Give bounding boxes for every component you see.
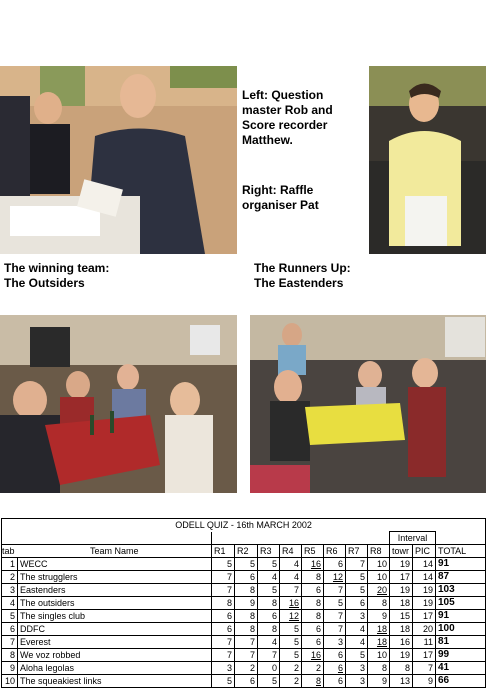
caption-line: The Eastenders — [254, 276, 344, 290]
table-row — [2, 636, 486, 649]
cell-r5: 8 — [302, 675, 324, 688]
cell-r2: 7 — [235, 636, 258, 649]
cell-r3: 4 — [258, 571, 280, 584]
cell-r6: 7 — [324, 623, 346, 636]
cell-r6: 5 — [324, 597, 346, 610]
cell-tab: 10 — [2, 675, 18, 688]
header-r4: R4 — [280, 545, 302, 558]
cell-tab: 9 — [2, 662, 18, 675]
cell-r1: 6 — [212, 623, 235, 636]
cell-r1: 3 — [212, 662, 235, 675]
cell-r2: 6 — [235, 675, 258, 688]
cell-team-name: The singles club — [18, 610, 212, 623]
table-row — [2, 610, 486, 623]
cell-r8: 9 — [368, 610, 390, 623]
cell-r5: 2 — [302, 662, 324, 675]
cell-r5: 8 — [302, 597, 324, 610]
caption-line: The Outsiders — [4, 276, 85, 290]
cell-r1: 7 — [212, 571, 235, 584]
cell-r8: 10 — [368, 649, 390, 662]
quiz-results-table — [1, 518, 486, 688]
cell-r7: 7 — [346, 558, 368, 571]
cell-tab: 7 — [2, 636, 18, 649]
cell-r4: 12 — [280, 610, 302, 623]
cell-r5: 8 — [302, 571, 324, 584]
cell-r8: 10 — [368, 571, 390, 584]
cell-r1: 6 — [212, 610, 235, 623]
cell-pic: 17 — [413, 610, 436, 623]
cell-pic: 11 — [413, 636, 436, 649]
cell-r2: 8 — [235, 610, 258, 623]
cell-pic: 14 — [413, 558, 436, 571]
cell-r6: 7 — [324, 610, 346, 623]
cell-total: 105 — [436, 597, 486, 610]
cell-total: 103 — [436, 584, 486, 597]
cell-r8: 10 — [368, 558, 390, 571]
cell-r5: 8 — [302, 610, 324, 623]
header-towr: towr — [390, 545, 413, 558]
cell-r7: 5 — [346, 584, 368, 597]
table-row — [2, 597, 486, 610]
cell-team-name: Eastenders — [18, 584, 212, 597]
cell-r4: 5 — [280, 636, 302, 649]
cell-tab: 8 — [2, 649, 18, 662]
table-title-row — [2, 519, 486, 532]
cell-tab: 3 — [2, 584, 18, 597]
cell-r8: 18 — [368, 636, 390, 649]
header-total: TOTAL — [436, 545, 486, 558]
header-r3: R3 — [258, 545, 280, 558]
cell-r4: 2 — [280, 662, 302, 675]
cell-r4: 5 — [280, 649, 302, 662]
cell-r1: 7 — [212, 584, 235, 597]
cell-r4: 16 — [280, 597, 302, 610]
cell-towr: 18 — [390, 597, 413, 610]
cell-towr: 8 — [390, 662, 413, 675]
cell-r7: 4 — [346, 636, 368, 649]
cell-towr: 17 — [390, 571, 413, 584]
cell-towr: 19 — [390, 649, 413, 662]
cell-team-name: The strugglers — [18, 571, 212, 584]
table-row — [2, 675, 486, 688]
cell-r6: 7 — [324, 584, 346, 597]
table-title: ODELL QUIZ - 16th MARCH 2002 — [2, 519, 486, 532]
cell-r8: 8 — [368, 662, 390, 675]
cell-pic: 17 — [413, 649, 436, 662]
caption-line: Left: Question — [242, 88, 324, 102]
cell-r4: 4 — [280, 558, 302, 571]
header-team-name: Team Name — [18, 545, 212, 558]
caption-line: Matthew. — [242, 133, 293, 147]
caption-question-master — [242, 88, 333, 148]
cell-team-name: Aloha legolas — [18, 662, 212, 675]
cell-r8: 20 — [368, 584, 390, 597]
cell-r5: 16 — [302, 558, 324, 571]
photo-question-master — [0, 66, 237, 254]
table-row — [2, 662, 486, 675]
cell-pic: 9 — [413, 675, 436, 688]
cell-team-name: The outsiders — [18, 597, 212, 610]
cell-r3: 6 — [258, 610, 280, 623]
table-row — [2, 571, 486, 584]
cell-r3: 8 — [258, 597, 280, 610]
cell-r5: 6 — [302, 623, 324, 636]
cell-total: 99 — [436, 649, 486, 662]
cell-r3: 5 — [258, 584, 280, 597]
photo-raffle-organiser — [369, 66, 486, 254]
cell-r1: 5 — [212, 558, 235, 571]
cell-total: 100 — [436, 623, 486, 636]
table-header-row — [2, 545, 486, 558]
table-row — [2, 558, 486, 571]
header-pic: PIC — [413, 545, 436, 558]
cell-r2: 2 — [235, 662, 258, 675]
cell-pic: 14 — [413, 571, 436, 584]
caption-line: master Rob and — [242, 103, 333, 117]
cell-tab: 5 — [2, 610, 18, 623]
cell-total: 91 — [436, 610, 486, 623]
table-row — [2, 649, 486, 662]
cell-r1: 7 — [212, 636, 235, 649]
cell-r6: 12 — [324, 571, 346, 584]
cell-r7: 6 — [346, 597, 368, 610]
caption-raffle-organiser — [242, 183, 319, 213]
cell-r8: 9 — [368, 675, 390, 688]
cell-towr: 15 — [390, 610, 413, 623]
header-r2: R2 — [235, 545, 258, 558]
cell-total: 66 — [436, 675, 486, 688]
caption-runners-up — [254, 261, 351, 291]
cell-r4: 5 — [280, 623, 302, 636]
cell-r2: 6 — [235, 571, 258, 584]
cell-tab: 4 — [2, 597, 18, 610]
header-tab: tab — [2, 545, 18, 558]
header-r7: R7 — [346, 545, 368, 558]
caption-line: Score recorder — [242, 118, 328, 132]
header-r1: R1 — [212, 545, 235, 558]
cell-pic: 7 — [413, 662, 436, 675]
interval-header: Interval — [390, 532, 436, 545]
cell-r8: 18 — [368, 623, 390, 636]
cell-r7: 4 — [346, 623, 368, 636]
cell-total: 41 — [436, 662, 486, 675]
cell-r6: 6 — [324, 649, 346, 662]
cell-r1: 8 — [212, 597, 235, 610]
cell-r2: 8 — [235, 584, 258, 597]
photo-runners-up — [250, 315, 486, 493]
cell-r3: 5 — [258, 558, 280, 571]
cell-r4: 7 — [280, 584, 302, 597]
cell-r7: 5 — [346, 571, 368, 584]
cell-team-name: We voz robbed — [18, 649, 212, 662]
caption-line: The winning team: — [4, 261, 110, 275]
cell-towr: 16 — [390, 636, 413, 649]
cell-r5: 6 — [302, 584, 324, 597]
cell-towr: 19 — [390, 558, 413, 571]
cell-towr: 19 — [390, 584, 413, 597]
cell-r7: 3 — [346, 675, 368, 688]
cell-r7: 5 — [346, 649, 368, 662]
cell-r3: 7 — [258, 649, 280, 662]
caption-line: Right: Raffle — [242, 183, 314, 197]
cell-r4: 4 — [280, 571, 302, 584]
table-subheader-row — [2, 532, 486, 545]
cell-team-name: DDFC — [18, 623, 212, 636]
cell-r5: 16 — [302, 649, 324, 662]
caption-line: The Runners Up: — [254, 261, 351, 275]
cell-r3: 8 — [258, 623, 280, 636]
photo-winning-team — [0, 315, 237, 493]
cell-team-name: Everest — [18, 636, 212, 649]
cell-r2: 5 — [235, 558, 258, 571]
cell-r1: 5 — [212, 675, 235, 688]
cell-r7: 3 — [346, 662, 368, 675]
cell-r3: 4 — [258, 636, 280, 649]
cell-pic: 19 — [413, 584, 436, 597]
cell-r5: 6 — [302, 636, 324, 649]
cell-r8: 8 — [368, 597, 390, 610]
cell-pic: 19 — [413, 597, 436, 610]
cell-tab: 6 — [2, 623, 18, 636]
caption-winning-team — [4, 261, 109, 291]
cell-total: 81 — [436, 636, 486, 649]
cell-r2: 9 — [235, 597, 258, 610]
cell-r7: 3 — [346, 610, 368, 623]
cell-towr: 13 — [390, 675, 413, 688]
cell-r2: 7 — [235, 649, 258, 662]
cell-r6: 6 — [324, 675, 346, 688]
cell-pic: 20 — [413, 623, 436, 636]
caption-line: organiser Pat — [242, 198, 319, 212]
header-r5: R5 — [302, 545, 324, 558]
header-r6: R6 — [324, 545, 346, 558]
cell-r6: 6 — [324, 662, 346, 675]
cell-r4: 2 — [280, 675, 302, 688]
cell-r1: 7 — [212, 649, 235, 662]
cell-r2: 8 — [235, 623, 258, 636]
cell-total: 87 — [436, 571, 486, 584]
cell-total: 91 — [436, 558, 486, 571]
table-row — [2, 623, 486, 636]
cell-team-name: The squeakiest links — [18, 675, 212, 688]
cell-tab: 1 — [2, 558, 18, 571]
cell-team-name: WECC — [18, 558, 212, 571]
cell-r3: 0 — [258, 662, 280, 675]
cell-r6: 6 — [324, 558, 346, 571]
cell-tab: 2 — [2, 571, 18, 584]
table-row — [2, 584, 486, 597]
cell-towr: 18 — [390, 623, 413, 636]
cell-r6: 3 — [324, 636, 346, 649]
cell-r3: 5 — [258, 675, 280, 688]
header-r8: R8 — [368, 545, 390, 558]
